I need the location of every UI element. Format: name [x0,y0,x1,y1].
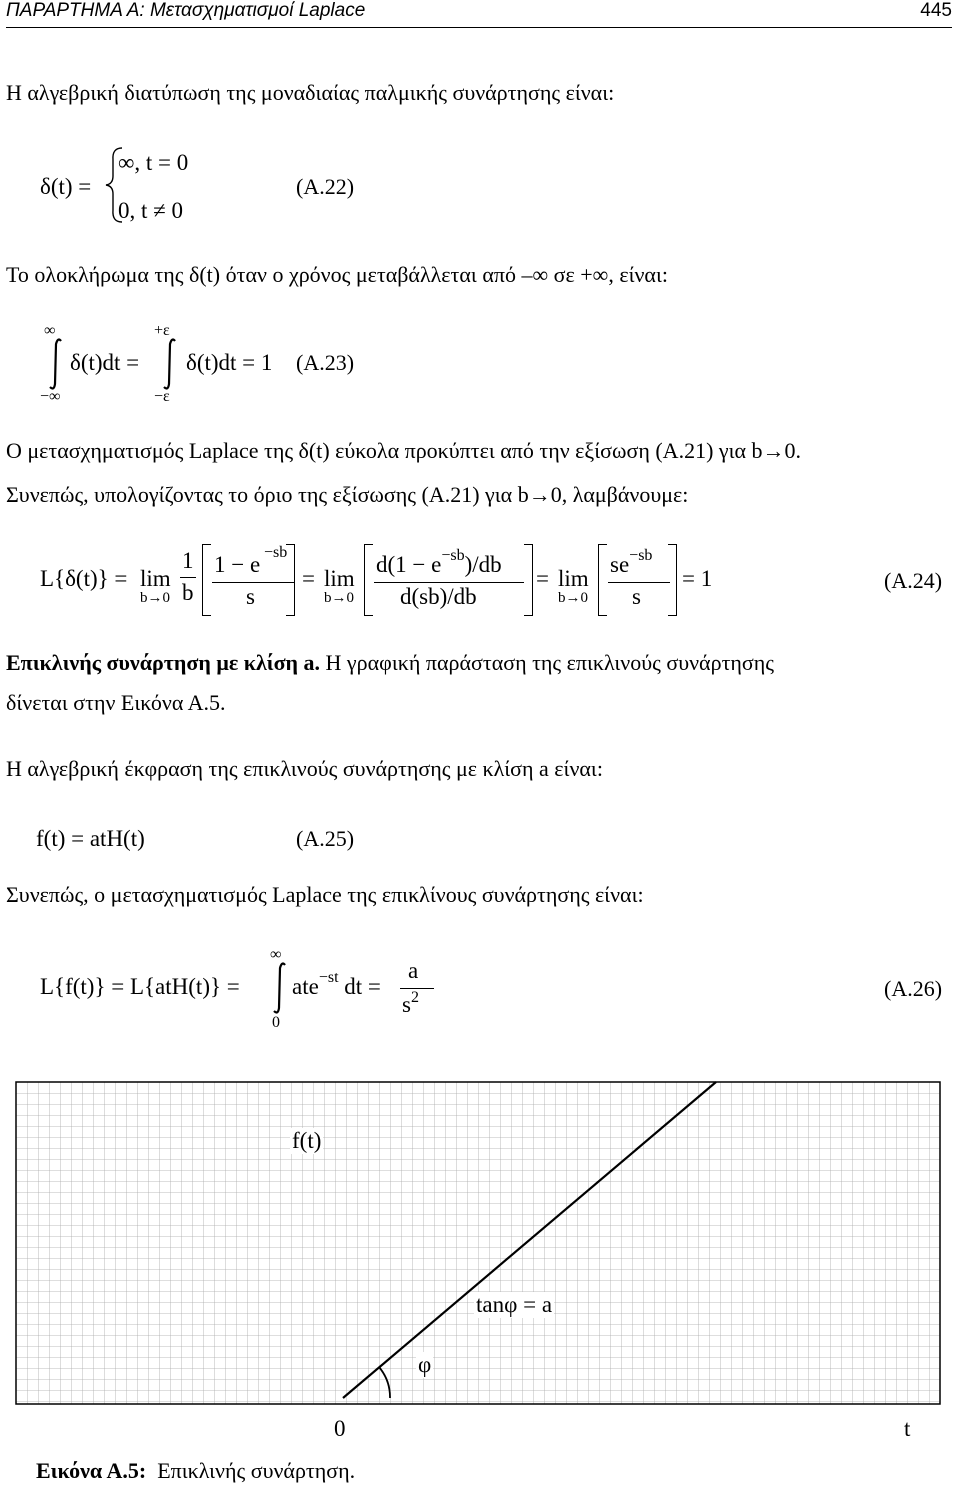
int1-lower: −∞ [40,388,61,405]
eq24-t3-den: s [632,584,641,609]
integral-sign-icon [160,338,180,390]
ramp-title-bold: Επικλινής συνάρτηση με κλίση a. [6,650,321,675]
eq24-lim1: lim [140,566,171,591]
eq22-number: (Α.22) [296,174,355,199]
eq26-frac-den-sup: 2 [410,989,419,1006]
eq24-t2-num-b: )/db [464,552,502,577]
eq24-t3-num-sup: −sb [629,547,653,564]
eq26-frac-num: a [408,958,419,983]
right-bracket [286,544,295,616]
eq24-limsub1: b→0 [140,590,170,606]
eq26-body: ate [292,974,319,999]
eq24-t1-num-sup: −sb [264,544,288,561]
eq23-body2: δ(t)dt = 1 [186,350,273,375]
int1-upper: ∞ [44,322,56,339]
right-bracket [668,544,677,616]
eq24-lim3: lim [558,566,589,591]
int2-upper: +ε [154,322,170,339]
eq26-body-sup: −st [318,969,339,986]
eq24-equals2: = [536,566,549,591]
eq24-t2-den: d(sb)/db [400,584,477,609]
paragraph-limit: Συνεπώς, υπολογίζοντας το όριο της εξίσωσης (Α.21) για b→0, λαμβάνουμε: [6,482,689,507]
paragraph-ramp-line2: δίνεται στην Εικόνα Α.5. [6,690,226,715]
paragraph-ramp-expression: Η αλγεβρική έκφραση της επικλινούς συνάρτησης με κλίση a είναι: [6,756,603,781]
eq26-body2: dt = [344,974,381,999]
eq24-t2-num-sup: −sb [441,547,465,564]
eq26-int-upper: ∞ [270,946,282,963]
eq24-coef-num: 1 [182,548,194,573]
left-bracket [202,544,211,616]
integral-sign-icon [270,962,290,1014]
eq24-t3-num: se [610,552,630,577]
eq26-int-lower: 0 [272,1014,280,1031]
header-rule [6,27,952,28]
eq24-limsub2: b→0 [324,590,354,606]
ramp-plot [0,1070,960,1420]
paragraph-ramp-title [6,650,774,676]
fraction-line [180,577,196,578]
y-axis-label: f(t) [292,1128,322,1153]
eq25-number: (Α.25) [296,826,355,851]
eq24-lim2: lim [324,566,355,591]
eq26-number: (Α.26) [884,976,943,1001]
eq26-lhs: L{f(t)} = L{atH(t)} = [40,974,240,999]
eq24-t2-num-a: d(1 − e [376,552,442,577]
eq22-case1: ∞, t = 0 [118,150,189,175]
eq25-expression: f(t) = atH(t) [36,826,145,851]
eq23-body1: δ(t)dt = [70,350,140,375]
caption-text: Επικλινής συνάρτηση. [157,1458,356,1483]
angle-label: φ [418,1352,432,1377]
page-number: 445 [920,0,952,21]
right-bracket [524,544,533,616]
eq24-coef-den: b [182,580,194,605]
running-header-title: ΠΑΡΑΡΤΗΜΑ Α: Μετασχηματισμοί Laplace [6,0,366,21]
eq24-lhs: L{δ(t)} = [40,566,128,591]
eq24-t1-den: s [246,584,255,609]
slope-label: tanφ = a [476,1292,553,1317]
grid-background [16,1082,940,1404]
int2-lower: −ε [154,388,170,405]
integral-sign-icon [46,338,66,390]
eq22-lhs: δ(t) = [40,174,92,199]
paragraph-laplace-delta: Ο μετασχηματισμός Laplace της δ(t) εύκολα προκύπτει από την εξίσωση (Α.21) για b→0. [6,438,802,463]
eq26-frac-den: s [402,992,411,1017]
eq22-case2: 0, t ≠ 0 [118,198,184,223]
eq23-number: (Α.23) [296,350,355,375]
left-bracket [364,544,373,616]
origin-label: 0 [334,1416,346,1441]
paragraph-impulse-intro: Η αλγεβρική διατύπωση της μοναδιαίας παλμικής συνάρτησης είναι: [6,80,615,105]
eq24-result: = 1 [682,566,713,591]
paragraph-ramp-laplace: Συνεπώς, ο μετασχηματισμός Laplace της επικλίνους συνάρτησης είναι: [6,882,644,907]
figure-caption [36,1458,355,1484]
left-bracket [598,544,607,616]
eq24-number: (Α.24) [884,568,943,593]
x-axis-label: t [904,1416,911,1441]
caption-label: Εικόνα Α.5: [36,1458,147,1483]
eq24-limsub3: b→0 [558,590,588,606]
paragraph-integral-intro: Το ολοκλήρωμα της δ(t) όταν ο χρόνος μεταβάλλεται από –∞ σε +∞, είναι: [6,262,668,287]
ramp-title-rest: Η γραφική παράσταση της επικλινούς συνάρτησης [320,650,774,675]
eq24-t1-num: 1 − e [214,552,261,577]
eq24-equals1: = [302,566,315,591]
